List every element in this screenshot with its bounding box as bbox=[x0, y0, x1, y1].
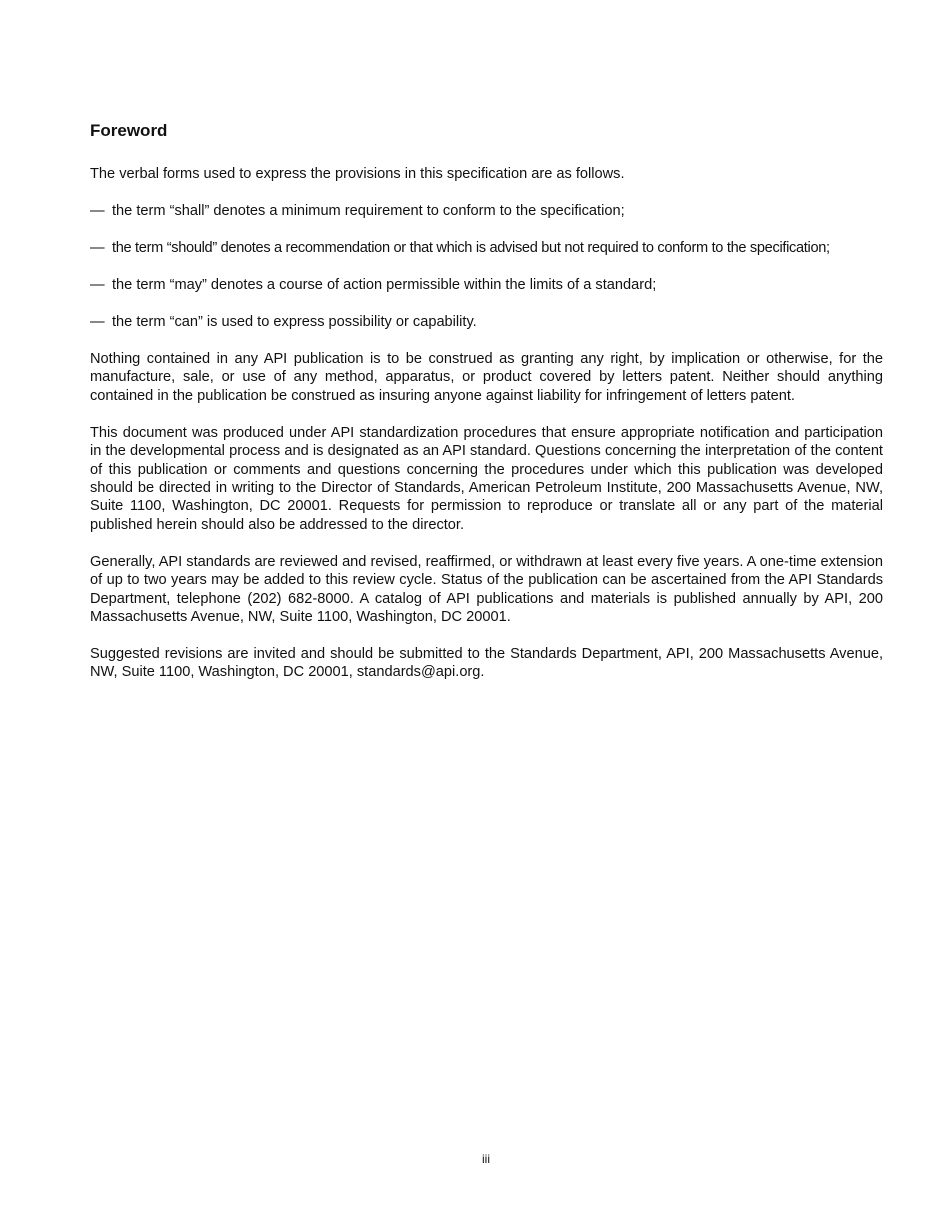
list-item-may bbox=[90, 276, 883, 294]
dash-bullet: — bbox=[90, 314, 105, 330]
revisions-paragraph: Suggested revisions are invited and should be submitted to the Standards Department, API, 200 Massachusetts Avenue, NW, Suite 1100, Washington, DC 20001, standards@api.org. bbox=[90, 646, 883, 681]
foreword-section bbox=[90, 119, 883, 700]
list-item-can bbox=[90, 313, 883, 331]
list-item-shall bbox=[90, 202, 883, 220]
review-paragraph: Generally, API standards are reviewed and revised, reaffirmed, or withdrawn at least every five years. A one-time extension of up to two years may be added to this review cycle. Status of the publication can be ascertained from the API Standards Department, telephone (202) 682-8000. A catalog of API publications and materials is published annually by API, 200 Massachusetts Avenue, NW, Suite 1100, Washington, DC 20001. bbox=[90, 553, 883, 626]
dash-bullet: — bbox=[90, 277, 105, 293]
list-item-should bbox=[90, 239, 883, 257]
intro-paragraph: The verbal forms used to express the provisions in this specification are as follows. bbox=[90, 166, 625, 182]
procedures-paragraph: This document was produced under API standardization procedures that ensure appropriate notification and participation in the developmental process and is designated as an API standard. Questions concerning the interpretation of the content of this publication or comments and questions concerning the procedures under which this publication was developed should be directed in writing to the Director of Standards, American Petroleum Institute, 200 Massachusetts Avenue, NW, Suite 1100, Washington, DC 20001. Requests for permission to reproduce or translate all or any part of the material published herein should also be addressed to the director. bbox=[90, 424, 883, 533]
patent-paragraph: Nothing contained in any API publication is to be construed as granting any right, by implication or otherwise, for the manufacture, sale, or use of any method, apparatus, or product covered by letters patent. Neither should anything contained in the publication be construed as insuring anyone against liability for infringement of letters patent. bbox=[90, 351, 883, 404]
section-heading: Foreword bbox=[90, 121, 168, 140]
list-item-text: the term “can” is used to express possibility or capability. bbox=[112, 314, 477, 330]
list-item-text: the term “may” denotes a course of action permissible within the limits of a standard; bbox=[112, 277, 657, 293]
list-item-text: the term “should” denotes a recommendation or that which is advised but not required to conform to the specification; bbox=[112, 240, 830, 256]
page-number: iii bbox=[482, 1152, 490, 1166]
dash-bullet: — bbox=[90, 203, 105, 219]
list-item-text: the term “shall” denotes a minimum requirement to conform to the specification; bbox=[112, 203, 625, 219]
dash-bullet: — bbox=[90, 240, 105, 256]
